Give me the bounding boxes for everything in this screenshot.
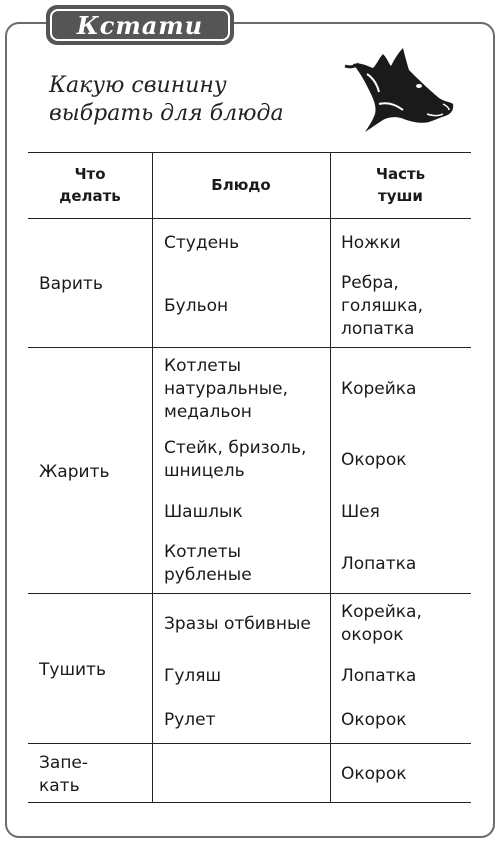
cut-cell-line: Окорок <box>341 709 407 730</box>
cut-cell <box>341 665 468 688</box>
badge-label: Кстати <box>50 9 230 41</box>
cut-cell-line: Окорок <box>341 449 407 470</box>
dish-cell-line: Котлеты <box>164 542 242 562</box>
method-cell-line: Тушить <box>39 659 106 680</box>
cut-cell-line: Лопатка <box>341 553 417 574</box>
header-dish <box>152 174 330 196</box>
cut-cell-line: окорок <box>341 625 404 645</box>
method-cell-line: Запе- <box>39 752 89 773</box>
header-dish-line: Блюдо <box>211 176 271 194</box>
table-rule-col2 <box>330 152 331 802</box>
pig-head-icon <box>343 44 455 136</box>
dish-cell-line: шницель <box>164 461 245 481</box>
dish-cell-line: Стейк, бризоль, <box>164 438 307 458</box>
dish-cell-line: Шашлык <box>164 501 243 522</box>
header-action-line: делать <box>59 187 121 205</box>
table-rule-group <box>28 593 471 594</box>
cut-cell <box>341 601 468 647</box>
method-cell <box>39 752 149 798</box>
method-cell-line: кать <box>39 775 80 796</box>
dish-cell <box>164 501 326 524</box>
cut-cell-line: голяшка, <box>341 295 424 316</box>
method-cell <box>39 273 149 296</box>
method-cell-line: Жарить <box>39 461 110 482</box>
header-action-line: Что <box>74 165 106 183</box>
dish-cell <box>164 709 326 732</box>
section-badge <box>46 5 234 45</box>
cut-cell <box>341 378 468 401</box>
cut-cell <box>341 449 468 472</box>
table-rule-group <box>28 802 471 803</box>
cut-cell-line: Шея <box>341 501 380 522</box>
header-cut-line: туши <box>378 187 423 205</box>
dish-cell <box>164 613 326 636</box>
header-action <box>28 163 152 207</box>
cut-cell <box>341 232 468 255</box>
table-rule-group <box>28 347 471 348</box>
header-cut-line: Часть <box>375 165 426 183</box>
dish-cell <box>164 437 326 483</box>
dish-cell <box>164 295 326 318</box>
dish-cell-line: Зразы отбивные <box>164 613 311 634</box>
cut-cell <box>341 709 468 732</box>
cut-cell-line: Лопатка <box>341 665 417 686</box>
method-cell-line: Варить <box>39 274 103 294</box>
table-rule-col1 <box>152 152 153 802</box>
dish-cell-line: Гуляш <box>164 665 222 686</box>
cut-cell-line: Окорок <box>341 763 407 784</box>
cut-cell-line: Корейка, <box>341 602 422 622</box>
dish-cell-line: Рулет <box>164 709 216 730</box>
header-cut <box>330 163 471 207</box>
dish-cell-line: Котлеты <box>164 355 242 376</box>
dish-cell <box>164 355 326 424</box>
cut-cell-line: лопатка <box>341 318 415 339</box>
cut-cell <box>341 501 468 524</box>
dish-cell <box>164 232 326 255</box>
cut-cell-line: Ножки <box>341 232 401 253</box>
dish-cell <box>164 665 326 688</box>
dish-cell-line: натуральные, <box>164 378 288 399</box>
table-rule-top <box>28 152 471 153</box>
card-title <box>49 72 329 128</box>
dish-cell-line: медальон <box>164 401 252 422</box>
cut-cell <box>341 763 468 786</box>
method-cell <box>39 659 149 682</box>
title-line: выбрать для блюда <box>49 101 284 126</box>
method-cell <box>39 461 149 484</box>
dish-cell-line: Бульон <box>164 295 229 316</box>
title-line: Какую свинину <box>49 73 227 98</box>
dish-cell <box>164 541 326 587</box>
cut-cell-line: Ребра, <box>341 272 399 293</box>
table-rule-group <box>28 743 471 744</box>
cut-cell-line: Корейка <box>341 378 417 399</box>
cut-cell <box>341 553 468 576</box>
dish-cell-line: рубленые <box>164 565 252 585</box>
cut-cell <box>341 272 468 341</box>
table-rule-header <box>28 218 471 219</box>
dish-cell-line: Студень <box>164 232 240 253</box>
